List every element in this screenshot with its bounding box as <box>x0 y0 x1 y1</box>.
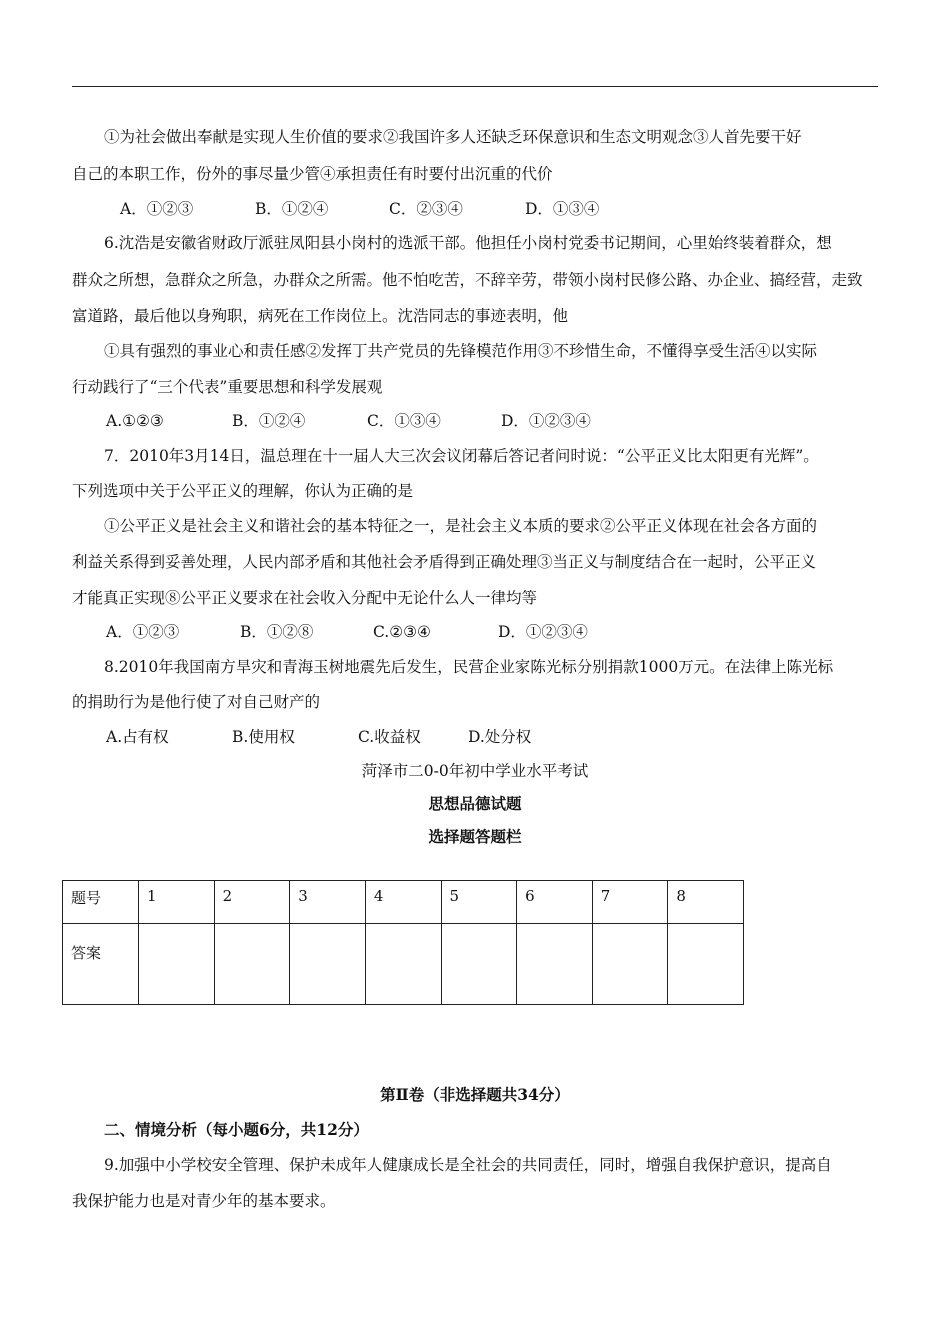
q7-statement-line-3: 才能真正实现⑧公平正义要求在社会收入分配中无论什么人一律均等 <box>72 589 538 607</box>
q7-option-c: C.②③④ <box>373 623 431 641</box>
q5-options <box>120 199 599 219</box>
answer-cell-5[interactable] <box>441 924 517 1005</box>
q9-line-1: 9.加强中小学校安全管理、保护未成年人健康成长是全社会的共同责任，同时，增强自我保护意识，提高自 <box>104 1156 832 1174</box>
answer-cell-7[interactable] <box>592 924 668 1005</box>
answer-table-number-5: 5 <box>441 881 517 924</box>
q6-option-a: A.①②③ <box>106 412 164 430</box>
q9-line-2: 我保护能力也是对青少年的基本要求。 <box>72 1192 336 1210</box>
q7-statement-line-2: 利益关系得到妥善处理，人民内部矛盾和其他社会矛盾得到正确处理③当正义与制度结合在一起时，公平正义 <box>72 553 817 571</box>
answer-table-number-4: 4 <box>365 881 441 924</box>
section2-title: 二、情境分析（每小题6分，共12分） <box>104 1120 369 1139</box>
answer-cell-8[interactable] <box>668 924 744 1005</box>
q6-option-b: B．①②④ <box>232 412 306 430</box>
q5-option-d: D．①③④ <box>525 200 600 218</box>
q7-statement-line-1: ①公平正义是社会主义和谐社会的基本特征之一，是社会主义本质的要求②公平正义体现在社会各方面的 <box>104 517 818 535</box>
q6-line-2: 群众之所想，急群众之所急，办群众之所需。他不怕吃苦，不辞辛劳，带领小岗村民修公路、办企业、搞经营，走致 <box>72 271 863 289</box>
q8-line-1: 8.2010年我国南方旱灾和青海玉树地震先后发生，民营企业家陈光标分别捐款1000万元。在法律上陈光标 <box>104 658 834 676</box>
answer-cell-1[interactable] <box>139 924 215 1005</box>
answer-table-number-6: 6 <box>517 881 593 924</box>
q6-line-1: 6.沈浩是安徽省财政厅派驻凤阳县小岗村的选派干部。他担任小岗村党委书记期间，心里始终装着群众，想 <box>104 234 832 252</box>
q8-option-b: B.使用权 <box>232 728 295 746</box>
subject-title: 思想品德试题 <box>428 794 522 813</box>
answer-cell-4[interactable] <box>365 924 441 1005</box>
answer-bar-title: 选择题答题栏 <box>428 827 522 846</box>
q6-statement-line-1: ①具有强烈的事业心和责任感②发挥丁共产党员的先锋模范作用③不珍惜生命，不懂得享受生活④以实际 <box>104 342 818 360</box>
q5-option-c: C．②③④ <box>389 200 463 218</box>
q7-option-d: D．①②③④ <box>498 623 588 641</box>
answer-cell-3[interactable] <box>290 924 366 1005</box>
q8-line-2: 的捐助行为是他行使了对自己财产的 <box>72 693 321 711</box>
answer-cell-6[interactable] <box>517 924 593 1005</box>
q8-options <box>106 727 531 747</box>
q7-options <box>106 622 588 642</box>
answer-table-number-7: 7 <box>592 881 668 924</box>
header-rule <box>72 86 878 87</box>
q8-option-d: D.处分权 <box>468 728 532 746</box>
q6-options <box>106 411 591 431</box>
q8-option-c: C.收益权 <box>358 728 421 746</box>
part2-title: 第Ⅱ卷（非选择题共34分） <box>380 1085 570 1104</box>
q5-statement-line-1: ①为社会做出奉献是实现人生价值的要求②我国许多人还缺乏环保意识和生态文明观念③人首先要干好 <box>104 128 802 146</box>
answer-table-row-answers <box>63 924 744 1005</box>
exam-title: 菏泽市二0-0年初中学业水平考试 <box>361 762 589 780</box>
q5-statement-line-2: 自己的本职工作，份外的事尽量少管④承担责任有时要付出沉重的代价 <box>72 165 553 183</box>
q7-line-1: 7．2010年3月14日，温总理在十一届人大三次会议闭幕后答记者问时说：“公平正义比太阳更有光辉”。 <box>104 447 819 465</box>
q5-option-b: B．①②④ <box>255 200 329 218</box>
answer-table-number-3: 3 <box>290 881 366 924</box>
answer-table-number-2: 2 <box>214 881 290 924</box>
answer-table-row-numbers <box>63 881 744 924</box>
q6-option-c: C．①③④ <box>367 412 441 430</box>
q7-line-2: 下列选项中关于公平正义的理解，你认为正确的是 <box>72 482 414 500</box>
q6-option-d: D．①②③④ <box>501 412 591 430</box>
q7-option-a: A．①②③ <box>106 623 180 641</box>
answer-table-number-8: 8 <box>668 881 744 924</box>
q6-line-3: 富道路，最后他以身殉职，病死在工作岗位上。沈浩同志的事迹表明，他 <box>72 307 569 325</box>
answer-table <box>62 880 744 1005</box>
answer-cell-2[interactable] <box>214 924 290 1005</box>
answer-table-header-answer: 答案 <box>63 924 139 1005</box>
q5-option-a: A．①②③ <box>120 200 194 218</box>
q8-option-a: A.占有权 <box>106 728 169 746</box>
answer-table-number-1: 1 <box>139 881 215 924</box>
q6-statement-line-2: 行动践行了“三个代表”重要思想和科学发展观 <box>72 378 383 396</box>
q7-option-b: B．①②⑧ <box>240 623 314 641</box>
answer-table-header-number: 题号 <box>63 881 139 924</box>
